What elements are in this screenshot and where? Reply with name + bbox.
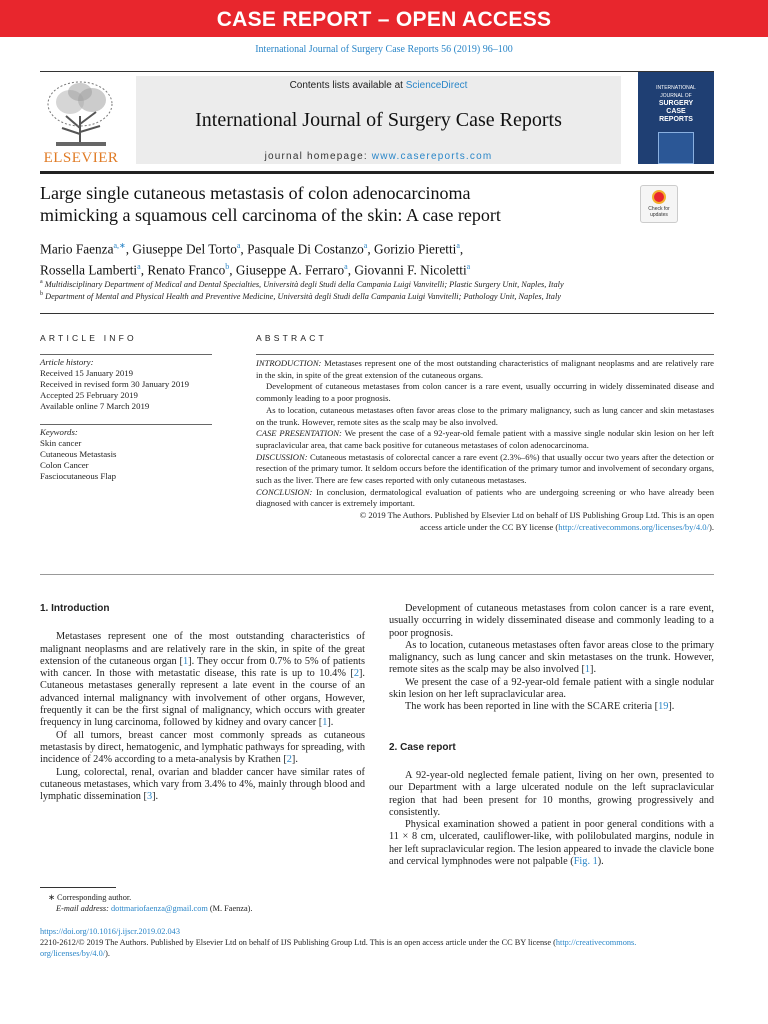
citation-link[interactable]: 1 [182,655,189,667]
cover-line: INTERNATIONAL [656,85,696,91]
author-name[interactable]: Mario Faenza [40,241,114,257]
keywords [40,427,212,482]
issn-suffix: ). [105,949,110,958]
check-for-updates-badge[interactable] [640,185,678,223]
abstract-discussion: Cutaneous metastasis of colorectal cancer a rare event (2.3%–6%) that usually occur two years after the detection or resection of the primary tumor. It seldom occurs before the identification of the primary tumor and involvement of secondary organs, such as the liver. There are few cases reported with only cutaneous metastases. [256,451,714,486]
article-info-heading: ARTICLE INFO [40,333,137,343]
cover-line: REPORTS [659,116,693,123]
license-link[interactable]: http://creativecommons. [555,938,637,947]
cover-emblem-icon [658,132,694,164]
abstract-case-label: CASE PRESENTATION: [256,428,342,439]
issn-line [40,937,714,959]
history-item: Available online 7 March 2019 [40,401,150,411]
text-run: ]. Cutaneous metastases generally represent a late event in the course of an advanced internal malignancy with involvement of other organs, However, frequently it can be the first signal of malignancy, which occurs with greater frequency in lung carcinoma, followed by kidney and ovary cancer [ [40,668,365,729]
text-run: The work has been reported in line with the SCARE criteria [ [405,701,659,713]
info-rule [40,354,212,355]
author-separator: , [140,262,148,278]
sciencedirect-link[interactable]: ScienceDirect [405,80,468,91]
author-name[interactable]: Pasquale Di Costanzo [247,241,364,257]
keywords-rule [40,424,212,425]
author-name[interactable]: Renato Franco [147,262,226,278]
abstract-intro-3: As to location, cutaneous metastases often favor areas close to the primary malignancy, such as lung cancer and skin metastases on the trunk. However, remote sites as the scalp may be also involved. [256,404,714,427]
abstract-discussion-label: DISCUSSION: [256,451,308,462]
affiliation-b-text: Department of Mental and Physical Health and Preventive Medicine, Università degli Studi della Campania Luigi Vanvitelli; Pathology Unit, Naples, Italy [45,291,561,301]
cover-line: SURGERY [658,100,694,107]
keyword: Cutaneous Metastasis [40,449,117,459]
keywords-label: Keywords: [40,427,78,437]
history-label: Article history: [40,357,94,367]
citation-link[interactable]: 1 [322,717,328,729]
author-affiliation-mark[interactable]: a [363,241,368,250]
abstract-intro-2: Development of cutaneous metastases from colon cancer is a rare event, usually occurring in widely disseminated disease and commonly leading to a poor prognosis. [256,381,714,404]
abstract-copyright: © 2019 The Authors. Published by Elsevier Ltd on behalf of IJS Publishing Group Ltd. This is an open [359,510,714,521]
elsevier-wordmark: ELSEVIER [43,150,119,166]
abstract-heading: ABSTRACT [256,333,327,343]
doi-link[interactable]: https://doi.org/10.1016/j.ijscr.2019.02.043 [40,927,180,936]
abstract-intro: Metastases represent one of the most outstanding characteristics of malignant neoplasms and are relatively rare in the skin, in spite of the great extension of the cutaneous organs. [256,358,714,380]
homepage-link[interactable]: www.casereports.com [371,151,493,162]
check-updates-label: Check for updates [648,206,670,218]
figure-link[interactable]: Fig. 1 [573,856,598,868]
right-paragraph-2 [389,640,714,677]
affiliation-b: $^b$ Department of Mental and Physical Health and Preventive Medicine, Università degli Studi della Campania Luigi Vanvitelli; Pathology Unit, Naples, Italy [40,291,561,301]
header-bottom-rule [40,171,714,174]
case-report-heading: 2. Case report [389,741,456,753]
check-updates-icon [652,190,666,204]
license-link[interactable]: org/licenses/by/4.0/ [40,949,106,958]
abstract-bottom-rule [40,574,714,575]
author-line [40,258,690,279]
text-run: ]. [152,791,159,803]
text-run: ). [597,856,604,868]
license-suffix: ). [708,521,714,532]
abstract-conclusion: In conclusion, dermatological evaluation of patients who are undergoing screening or who have already been diagnosed with cancer is extremely important. [256,486,714,509]
author-line [40,237,690,258]
text-run: ]. [668,701,675,713]
header-top-rule [40,71,714,72]
citation-link[interactable]: 1 [584,664,591,676]
author-name[interactable]: Rossella Lamberti [40,262,138,278]
author-affiliation-mark[interactable]: a [466,262,471,272]
text-run: Of all tumors, breast cancer most commonly spreads as cutaneous metastasis by direct, hematogenic, and lymphatic pathways for spreading, with incidence of 24% according to a meta-analysis by Krathen [ [40,729,365,766]
email-label: E-mail address: [56,904,109,913]
author-name[interactable]: Giuseppe A. Ferraro [235,262,345,278]
right-paragraph-3: We present the case of a 92-year-old female patient with a single nodular skin lesion on her left supraclavicular area. [389,676,714,701]
email-suffix: (M. Faenza). [207,904,253,913]
introduction-heading: 1. Introduction [40,603,110,614]
cover-line: JOURNAL OF [660,93,692,99]
homepage-prefix: journal homepage: [264,151,372,162]
title-line: mimicking a squamous cell carcinoma of the skin: A case report [40,205,501,225]
right-column [389,603,714,868]
right-paragraph-1: Development of cutaneous metastases from colon cancer is a rare event, usually occurring in widely disseminated disease and commonly leading to a poor prognosis. [389,603,714,639]
text-run: ]. They occur from 0.7% to 5% of patients with cancer. In those with metastatic disease, this rate is up to 10.4% [ [40,655,365,680]
footnote-rule [40,887,116,888]
author-separator: , [367,241,374,257]
history-item: Accepted 25 February 2019 [40,390,138,400]
history-item: Received in revised form 30 January 2019 [40,379,190,389]
footnote [40,892,340,914]
author-affiliation-mark[interactable]: b [225,262,230,272]
affiliation-a: $^a$ Multidisciplinary Department of Medical and Dental Specialties, Università degli Studi della Campania Luigi Vanvitelli; Plastic Surgery Unit, Naples, Italy [40,279,564,289]
bottom-meta [40,926,714,959]
meta-divider [40,313,714,314]
citation-link[interactable]: 2 [286,754,292,766]
journal-cover-thumbnail[interactable] [638,72,714,164]
title-line: Large single cutaneous metastasis of colon adenocarcinoma [40,183,471,203]
author-separator: , [229,262,236,278]
keyword: Skin cancer [40,438,82,448]
text-run: ]. [590,664,597,676]
abstract-case: We present the case of a 92-year-old female patient with a massive single nodular skin lesion on her left supraclavicular area, that came back positive for cutaneous metastases of colon adenocarcinoma. [256,428,714,450]
affiliation-a-text: Multidisciplinary Department of Medical and Dental Specialties, Università degli Studi della Campania Luigi Vanvitelli; Plastic Surgery Unit, Naples, Italy [44,279,564,289]
author-affiliation-mark[interactable]: a [456,241,460,250]
license-link[interactable]: http://creativecommons.org/licenses/by/4.0/ [558,521,709,532]
email-link[interactable]: dottmariofaenza@gmail.com [111,904,208,913]
keyword: Colon Cancer [40,460,89,470]
open-access-banner: CASE REPORT – OPEN ACCESS [0,0,768,37]
author-affiliation-mark[interactable]: a [137,262,141,272]
author-name[interactable]: Giovanni F. Nicoletti [354,262,467,278]
case-paragraph-1: A 92-year-old neglected female patient, living on her own, presented to our Department with a large ulcerated nodule on the left supraclavicular region that had been present for 10 months, growing progressively and consistently. [389,769,714,818]
left-column [40,603,365,803]
article-title [40,182,620,226]
text-run: Physical examination showed a patient in poor general conditions with a 11 × 8 cm, ulcerated, cauliflower-like, with polilobulated margins, nodule in her left supraclavicular region. The lesion appeared to invade the clavicle bone and cervical lymphnodes were not palpable ( [389,819,714,868]
author-list [40,237,690,280]
license-prefix: access article under the CC BY license ( [419,521,559,532]
citation-link[interactable]: 19 [658,701,669,713]
intro-paragraph-1 [40,631,365,729]
abstract-intro-label: INTRODUCTION: [256,358,322,368]
author-name[interactable]: Giuseppe Del Torto [132,241,237,257]
journal-citation[interactable]: International Journal of Surgery Case Reports 56 (2019) 96–100 [255,44,513,55]
journal-title: International Journal of Surgery Case Reports [195,109,562,131]
abstract-conclusion-label: CONCLUSION: [256,486,313,497]
case-paragraph-2 [389,819,714,868]
contents-line [136,80,621,91]
journal-header-box [136,76,621,164]
text-run: As to location, cutaneous metastases often favor areas close to the primary malignancy, such as lung cancer and skin metastases on the trunk. However, remote sites as the scalp may be also involved [ [389,639,714,676]
intro-paragraph-3 [40,767,365,804]
text-run: Lung, colorectal, renal, ovarian and bladder cancer have similar rates of cutaneous metastases, which vary from 3.4% to 4%, mainly through blood and lymphatic dissemination [ [40,766,365,803]
cover-line: CASE [666,108,686,115]
author-separator: , [125,241,133,257]
history-item: Received 15 January 2019 [40,368,134,378]
homepage-line [136,151,621,162]
citation-link[interactable]: 2 [353,668,359,680]
author-affiliation-mark[interactable]: a [344,262,348,272]
author-separator: , [459,241,464,257]
contents-prefix: Contents lists available at [289,80,406,91]
article-history [40,357,212,412]
abstract-body [256,358,714,534]
email-line [40,903,340,914]
keyword: Fasciocutaneous Flap [40,471,116,481]
corresponding-author-note: ∗ Corresponding author. [48,893,132,902]
author-separator: , [240,241,248,257]
intro-paragraph-2 [40,730,365,767]
author-affiliation-mark[interactable]: a [236,241,241,250]
author-name[interactable]: Gorizio Pieretti [374,241,457,257]
text-run: Metastases represent one of the most outstanding characteristics of malignant neoplasms and are relatively rare in the skin, in spite of the great extension of the cutaneous organ [ [40,631,365,667]
abstract-rule [256,354,714,355]
issn-text: 2210-2612/© 2019 The Authors. Published by Elsevier Ltd on behalf of IJS Publishing Group Ltd. This is an open access article under the CC BY license ( [40,938,556,947]
right-paragraph-4 [389,701,714,713]
author-affiliation-mark[interactable]: a,∗ [113,241,126,250]
citation-link[interactable]: 3 [146,791,153,803]
text-run: ]. [291,754,298,766]
text-run: ]. [327,717,334,729]
author-separator: , [347,262,355,278]
abstract-license [256,522,714,534]
